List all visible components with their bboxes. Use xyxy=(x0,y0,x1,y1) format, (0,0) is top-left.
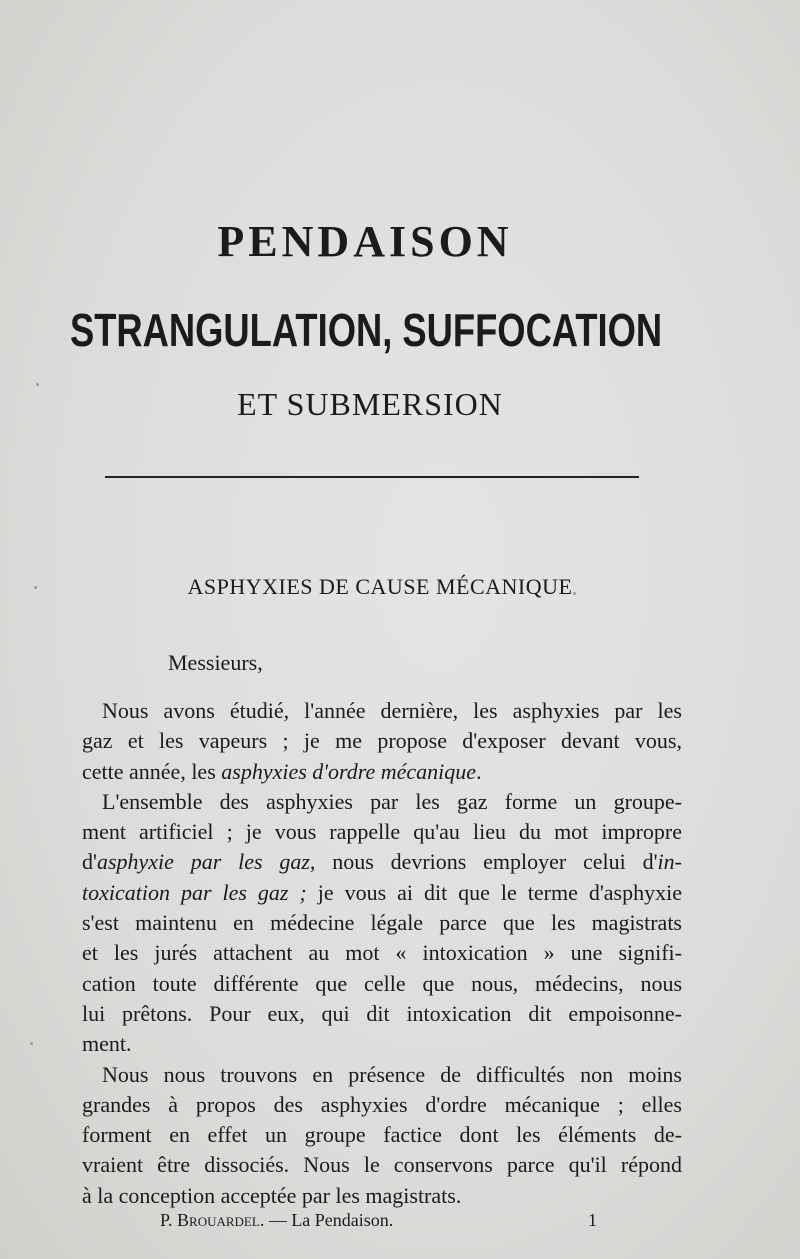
text-run: je vous ai dit que le terme d'asphyxie xyxy=(306,879,682,905)
title-line-1: PENDAISON xyxy=(217,217,513,266)
text-line: forment en effet un groupe factice dont les éléments de- xyxy=(82,1122,682,1148)
text-line: s'est maintenu en médecine légale parce que les magistrats xyxy=(82,910,682,936)
paper-speck xyxy=(573,592,576,595)
text-line: ment artificiel ; je vous rappelle qu'au lieu du mot impropre xyxy=(82,819,682,845)
paper-speck xyxy=(36,383,39,386)
text-line: Nous avons étudié, l'année dernière, les asphyxies par les xyxy=(102,698,682,723)
text-line xyxy=(82,757,682,787)
text-run: . xyxy=(476,758,482,784)
footer-book-title: . — La Pendaison. xyxy=(259,1210,394,1230)
horizontal-rule xyxy=(105,476,639,478)
paper-speck xyxy=(34,586,37,589)
text-line: Nous nous trouvons en présence de difficultés non moins xyxy=(102,1061,682,1087)
body-text xyxy=(82,696,682,1211)
title-line-3: ET SUBMERSION xyxy=(237,386,503,422)
italic-text: asphyxie par les gaz xyxy=(96,849,310,875)
paper-speck xyxy=(30,1042,33,1045)
text-line: vraient être dissociés. Nous le conservons parce qu'il répond xyxy=(82,1152,682,1178)
text-run: d' xyxy=(82,849,97,875)
title-line-2: STRANGULATION, SUFFOCATION xyxy=(70,304,663,356)
text-line: L'ensemble des asphyxies par les gaz forme un groupe- xyxy=(102,788,682,814)
salutation: Messieurs, xyxy=(168,650,263,675)
text-line: cation toute différente que celle que nous, médecins, nous xyxy=(82,970,682,996)
italic-text: toxication par les gaz ; xyxy=(82,879,307,905)
text-line: à la conception acceptée par les magistrats. xyxy=(82,1182,462,1208)
page-number: 1 xyxy=(588,1210,597,1230)
text-run: , nous devrions employer celui d' xyxy=(309,849,658,875)
text-run: cette année, les xyxy=(82,758,222,784)
text-line xyxy=(82,847,682,877)
page-footer xyxy=(160,1210,600,1231)
section-heading: ASPHYXIES DE CAUSE MÉCANIQUE xyxy=(187,574,573,599)
text-line: ment. xyxy=(82,1031,132,1057)
italic-text: in- xyxy=(657,849,682,875)
footer-author-initial: P. xyxy=(160,1210,178,1230)
text-line: grandes à propos des asphyxies d'ordre mécanique ; elles xyxy=(82,1091,682,1117)
text-line: gaz et les vapeurs ; je me propose d'exposer devant vous, xyxy=(82,728,682,754)
text-line: lui prêtons. Pour eux, qui dit intoxication dit empoisonne- xyxy=(82,1000,682,1026)
text-line xyxy=(82,878,682,908)
footer-author-name: Brouardel xyxy=(177,1210,260,1230)
text-line: et les jurés attachent au mot « intoxication » une signifi- xyxy=(82,940,682,966)
italic-text: asphyxies d'ordre mécanique xyxy=(221,758,477,784)
